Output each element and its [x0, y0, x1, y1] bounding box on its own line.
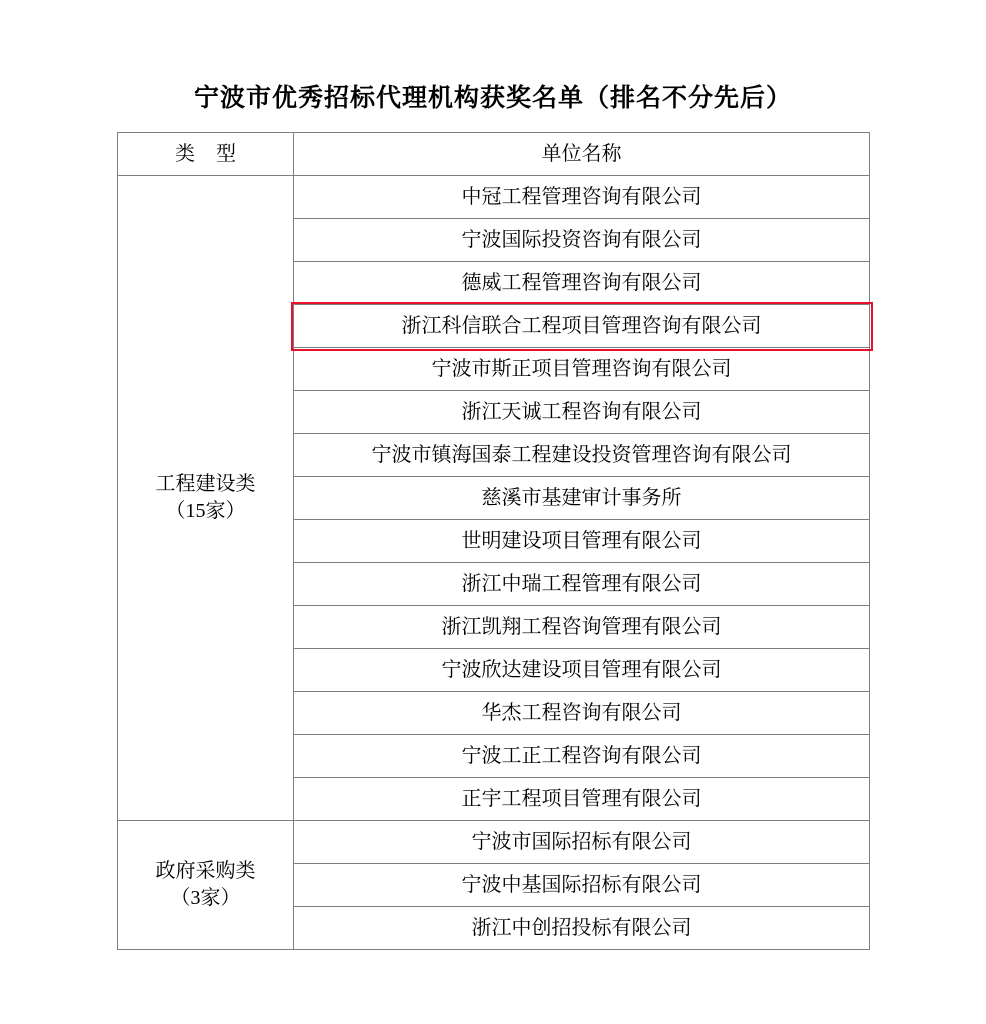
award-table-container [117, 132, 869, 950]
award-table [117, 132, 870, 950]
org-name-cell: 华杰工程咨询有限公司 [294, 692, 870, 735]
group-type-label: 政府采购类 [155, 860, 256, 882]
org-name-cell: 德威工程管理咨询有限公司 [294, 262, 870, 305]
org-name-cell: 宁波中基国际招标有限公司 [294, 864, 870, 907]
org-name-cell: 正宇工程项目管理有限公司 [294, 778, 870, 821]
org-name-cell: 宁波工正工程咨询有限公司 [294, 735, 870, 778]
org-name-cell: 慈溪市基建审计事务所 [294, 477, 870, 520]
org-name-cell: 宁波市斯正项目管理咨询有限公司 [294, 348, 870, 391]
org-name-cell: 浙江中瑞工程管理有限公司 [294, 563, 870, 606]
org-name-cell: 浙江天诚工程咨询有限公司 [294, 391, 870, 434]
page-title: 宁波市优秀招标代理机构获奖名单（排名不分先后） [193, 85, 792, 112]
org-name-cell: 宁波欣达建设项目管理有限公司 [294, 649, 870, 692]
award-table-body [118, 133, 870, 950]
group-count-label: （15家） [165, 500, 246, 522]
table-row [118, 176, 870, 219]
table-row [118, 821, 870, 864]
org-name-cell: 中冠工程管理咨询有限公司 [294, 176, 870, 219]
group-type-label: 工程建设类 [155, 473, 256, 495]
column-header-type: 类 型 [118, 133, 294, 176]
org-name-cell: 浙江中创招投标有限公司 [294, 907, 870, 950]
org-name-cell: 世明建设项目管理有限公司 [294, 520, 870, 563]
group-type-construction [118, 176, 294, 821]
org-name-cell: 浙江凯翔工程咨询管理有限公司 [294, 606, 870, 649]
table-header-row [118, 133, 870, 176]
org-name-cell: 宁波市镇海国泰工程建设投资管理咨询有限公司 [294, 434, 870, 477]
org-name-cell: 宁波市国际招标有限公司 [294, 821, 870, 864]
group-type-procurement [118, 821, 294, 950]
org-name-cell-highlighted: 浙江科信联合工程项目管理咨询有限公司 [294, 305, 870, 348]
column-header-name: 单位名称 [294, 133, 870, 176]
group-count-label: （3家） [170, 887, 241, 909]
org-name-cell: 宁波国际投资咨询有限公司 [294, 219, 870, 262]
